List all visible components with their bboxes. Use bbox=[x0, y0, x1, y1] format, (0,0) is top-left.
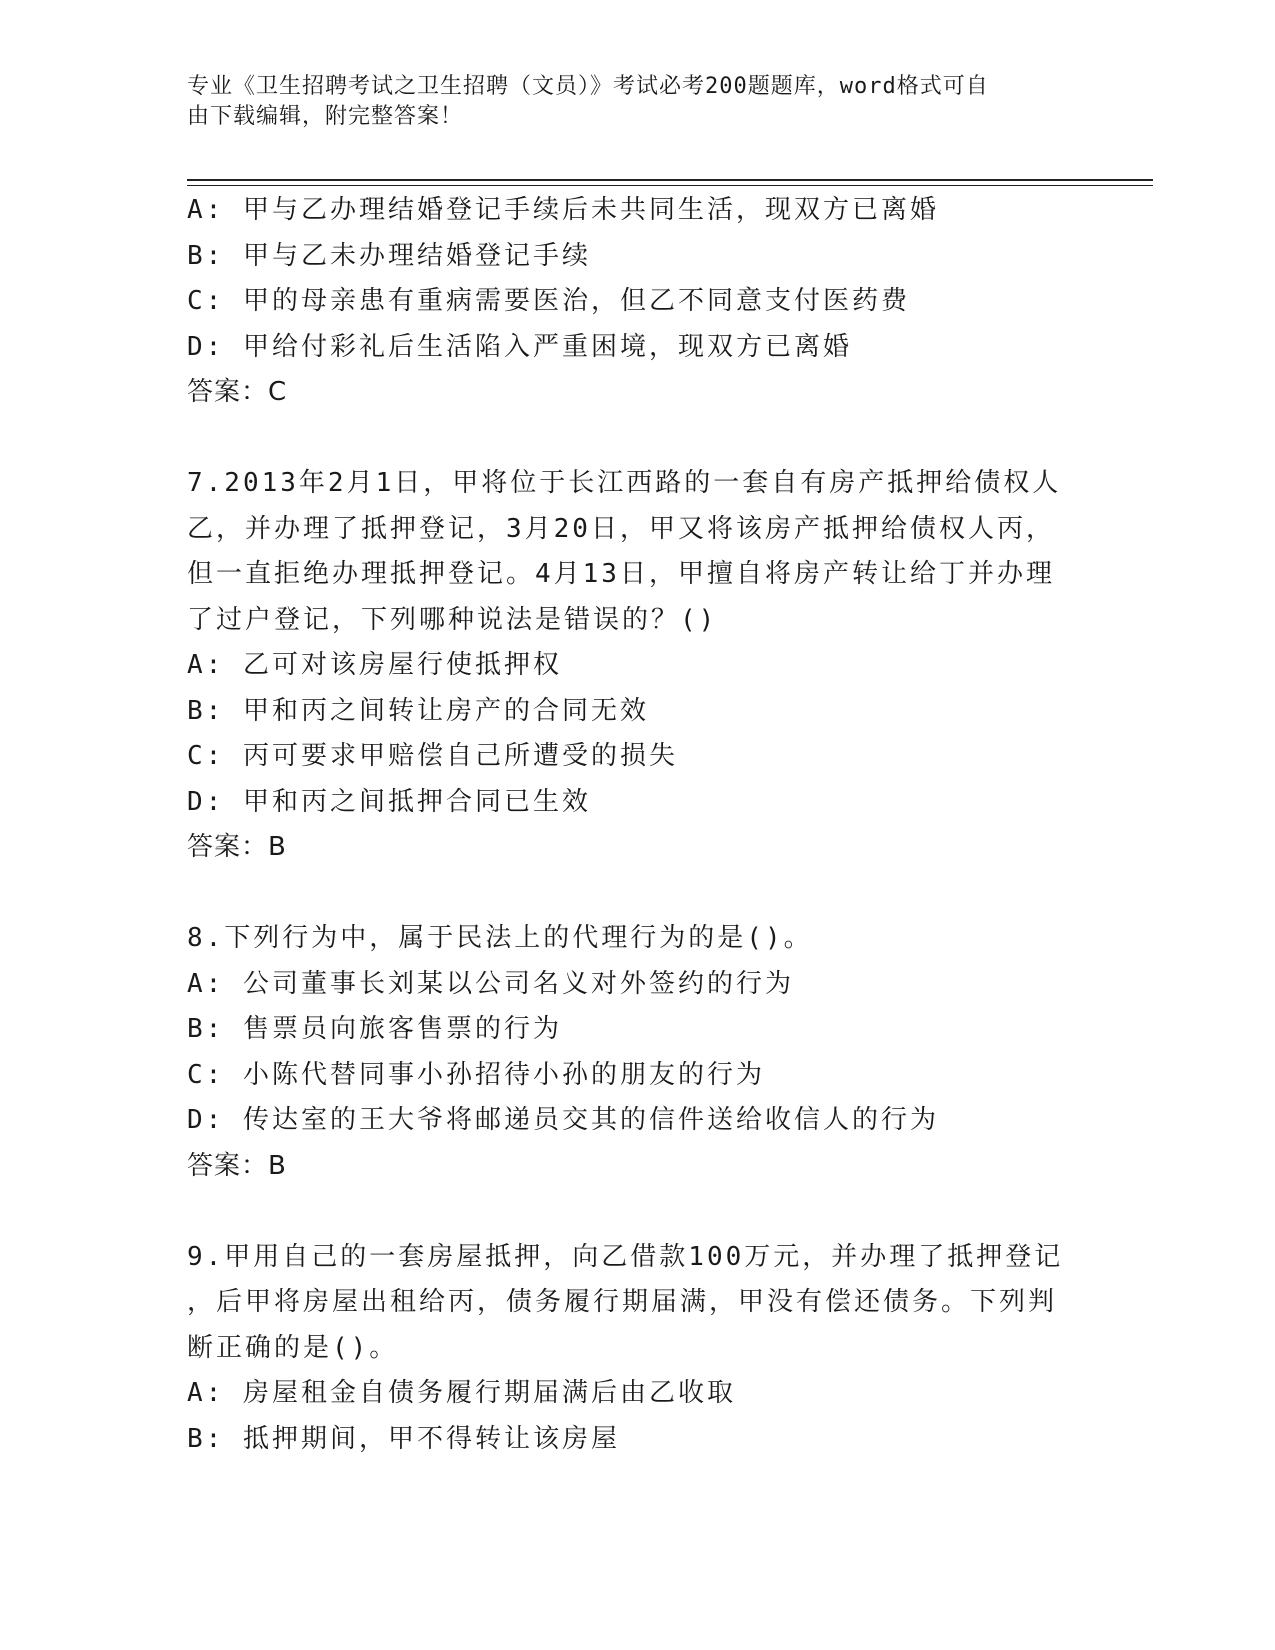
question-stem-line: 断正确的是()。 bbox=[187, 1332, 399, 1363]
option-a: A: 房屋租金自债务履行期届满后由乙收取 bbox=[187, 1378, 736, 1408]
header-line-1: 专业《卫生招聘考试之卫生招聘（文员）》考试必考200题题库，word格式可自 bbox=[187, 74, 989, 99]
option-d: D: 甲和丙之间抵押合同已生效 bbox=[187, 786, 591, 817]
header-divider-thick bbox=[187, 179, 1153, 181]
option-b: B: 甲和丙之间转让房产的合同无效 bbox=[187, 695, 649, 726]
option-c: C: 丙可要求甲赔偿自己所遭受的损失 bbox=[187, 741, 678, 771]
document-body bbox=[187, 188, 1067, 1462]
question-stem-line: ，后甲将房屋出租给丙，债务履行期届满，甲没有偿还债务。下列判 bbox=[187, 1287, 1058, 1317]
option-b: B: 甲与乙未办理结婚登记手续 bbox=[187, 240, 591, 271]
option-a: A: 乙可对该房屋行使抵押权 bbox=[187, 650, 562, 680]
question-stem-line: 乙，并办理了抵押登记，3月20日，甲又将该房产抵押给债权人丙， bbox=[187, 513, 1055, 544]
answer-line: 答案：B bbox=[187, 832, 287, 862]
option-d: D: 甲给付彩礼后生活陷入严重困境，现双方已离婚 bbox=[187, 331, 852, 362]
header-line-2: 由下载编辑，附完整答案！ bbox=[187, 104, 464, 129]
answer-line: 答案：B bbox=[187, 1150, 287, 1181]
question-stem-line: 9.甲用自己的一套房屋抵押，向乙借款100万元，并办理了抵押登记 bbox=[187, 1241, 1064, 1272]
question-6 bbox=[187, 188, 1067, 416]
spacer bbox=[187, 871, 1067, 917]
option-c: C: 小陈代替同事小孙招待小孙的朋友的行为 bbox=[187, 1059, 765, 1090]
spacer bbox=[187, 1189, 1067, 1235]
spacer bbox=[187, 416, 1067, 462]
option-a: A: 公司董事长刘某以公司名义对外签约的行为 bbox=[187, 968, 794, 999]
option-b: B: 抵押期间，甲不得转让该房屋 bbox=[187, 1423, 620, 1454]
answer-line: 答案：C bbox=[187, 377, 288, 407]
question-stem-line: 8.下列行为中，属于民法上的代理行为的是()。 bbox=[187, 923, 813, 953]
option-c: C: 甲的母亲患有重病需要医治，但乙不同意支付医药费 bbox=[187, 286, 910, 316]
question-stem-line: 7.2013年2月1日，甲将位于长江西路的一套自有房产抵押给债权人 bbox=[187, 468, 1062, 498]
question-7 bbox=[187, 461, 1067, 871]
option-b: B: 售票员向旅客售票的行为 bbox=[187, 1014, 562, 1044]
header-divider-thin bbox=[187, 185, 1153, 186]
question-8 bbox=[187, 916, 1067, 1189]
option-d: D: 传达室的王大爷将邮递员交其的信件送给收信人的行为 bbox=[187, 1105, 939, 1135]
question-stem-line: 但一直拒绝办理抵押登记。4月13日，甲擅自将房产转让给丁并办理 bbox=[187, 559, 1055, 589]
option-a: A: 甲与乙办理结婚登记手续后未共同生活，现双方已离婚 bbox=[187, 195, 939, 225]
question-9 bbox=[187, 1235, 1067, 1463]
question-stem-line: 了过户登记，下列哪种说法是错误的？() bbox=[187, 604, 718, 635]
document-header bbox=[187, 72, 1067, 132]
